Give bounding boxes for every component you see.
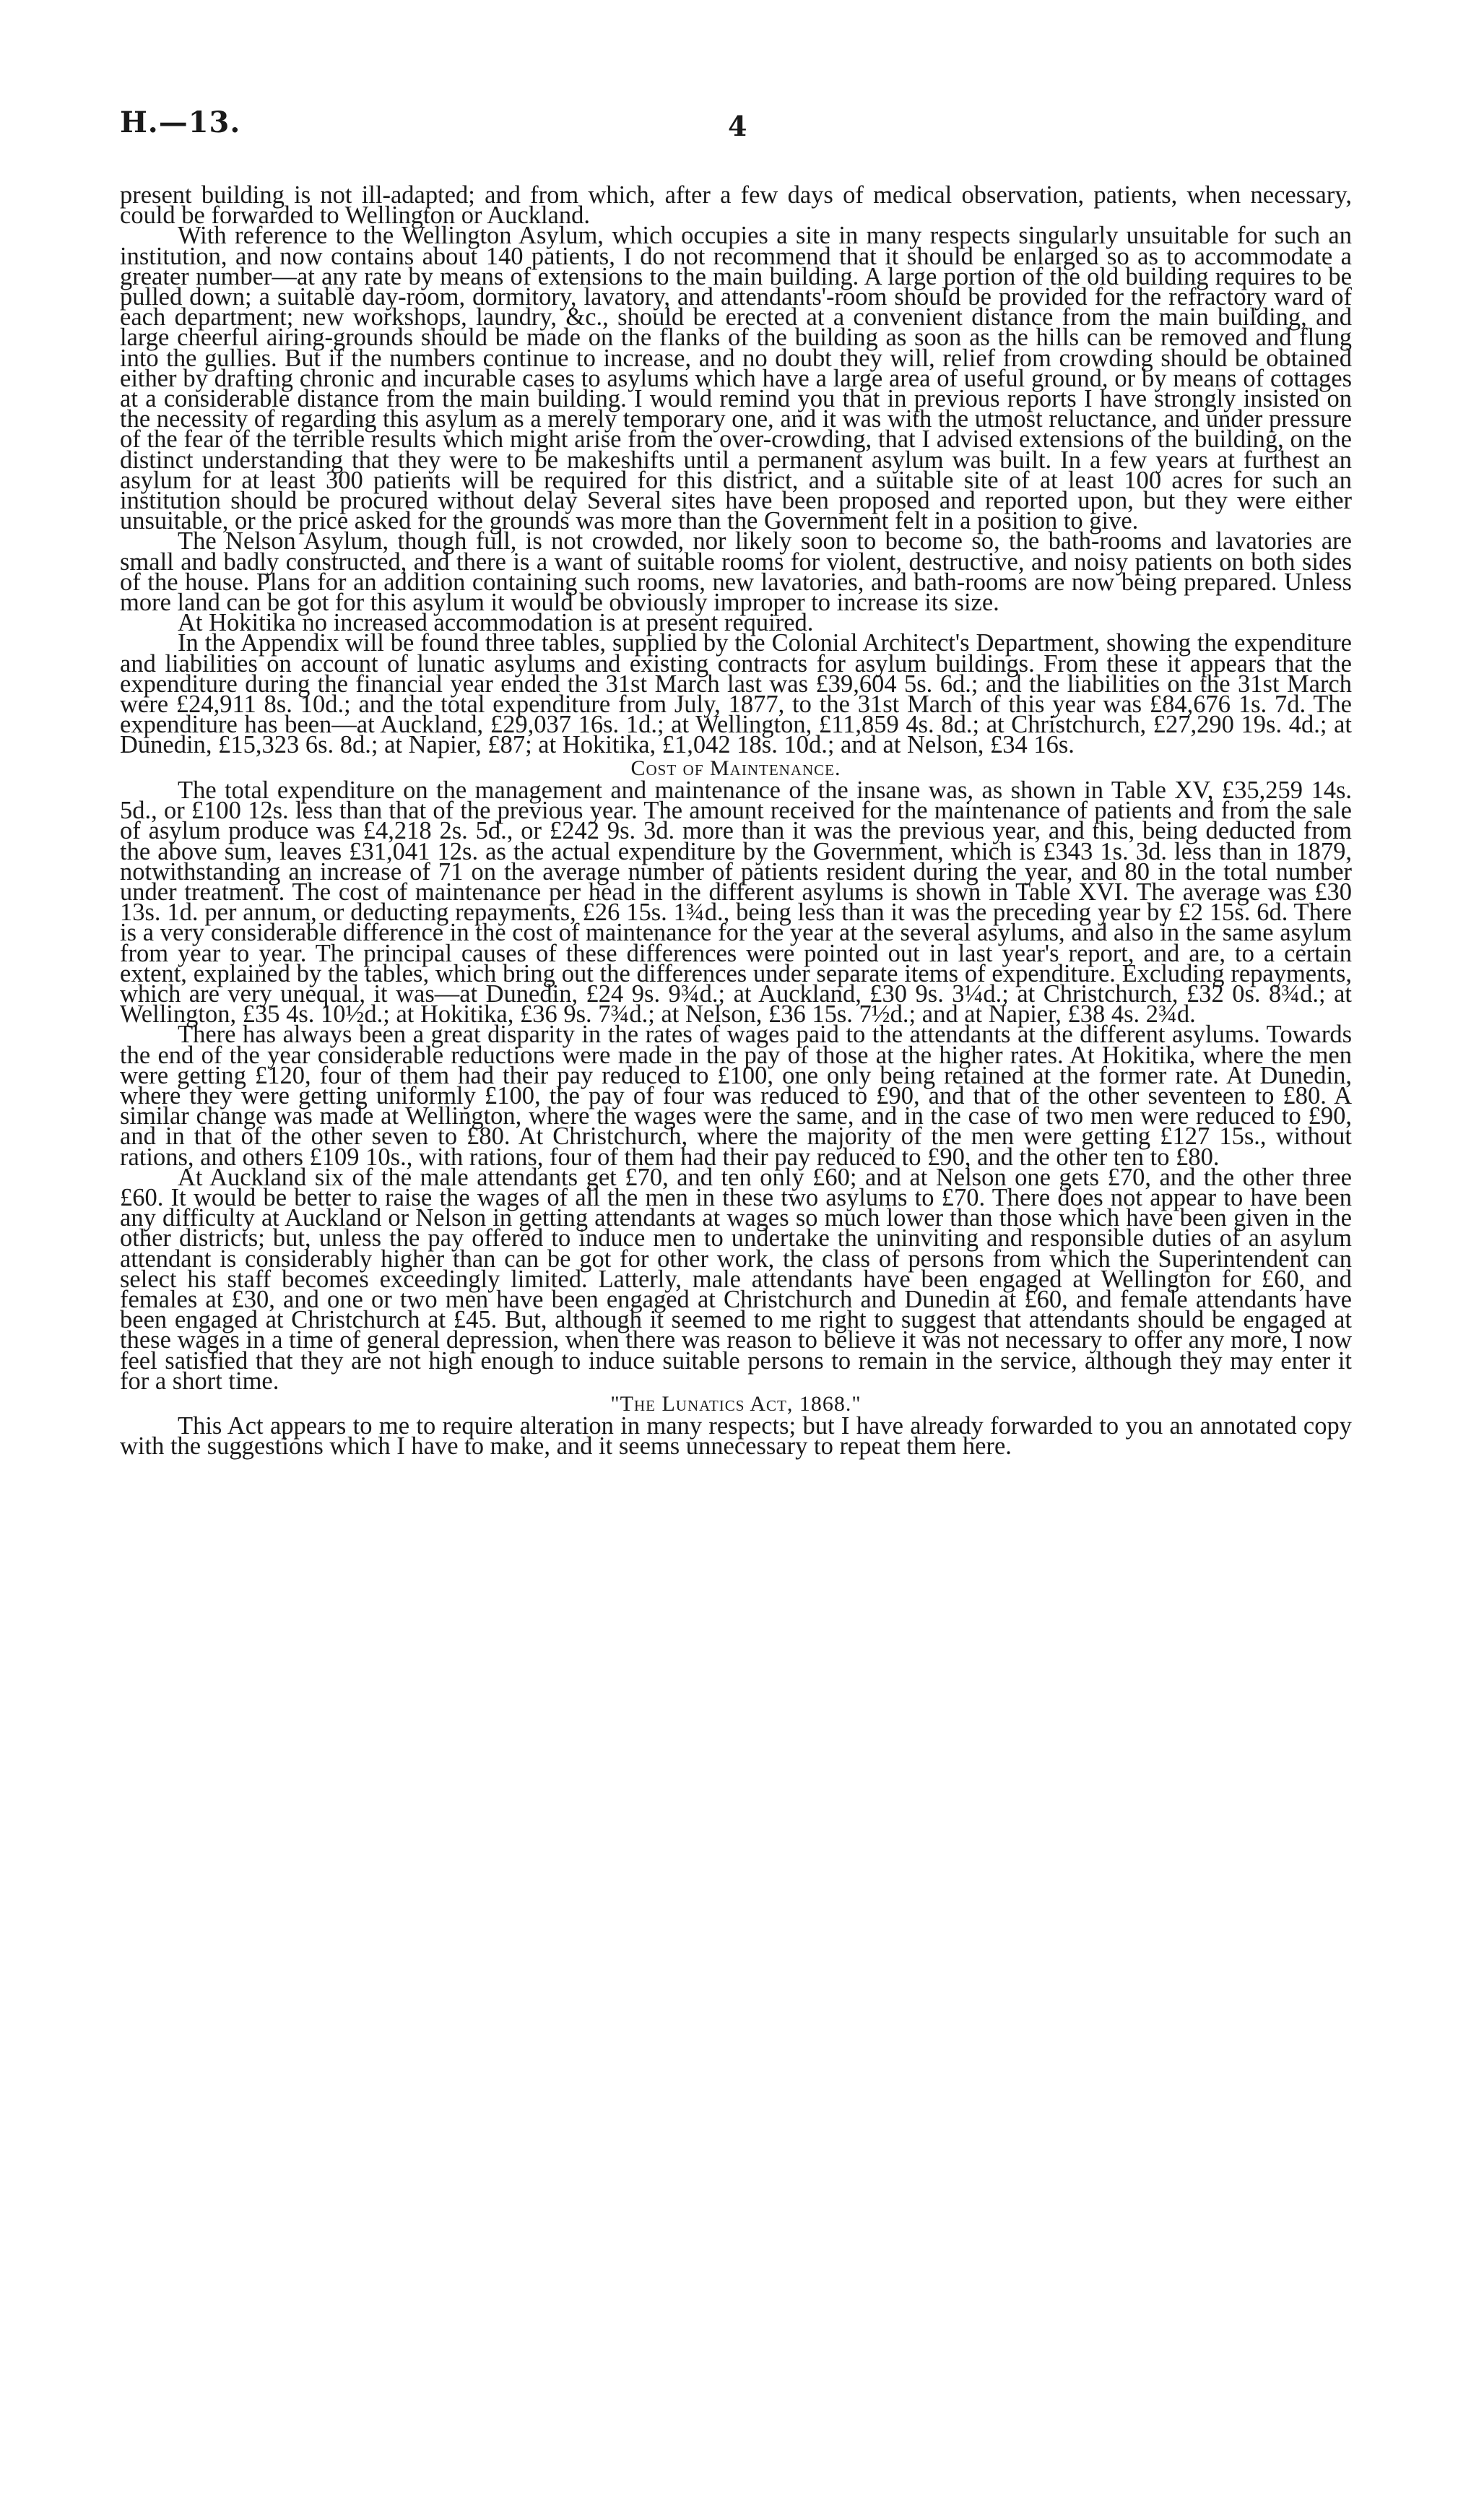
paragraph-hokitika: At Hokitika no increased accommodation is at present required.	[178, 609, 814, 637]
paragraph-continued: present building is not ill-adapted; and from which, after a few days of medical observation, patients, when necessary, could be forwarded to Wellington or Auckland.	[120, 181, 1352, 230]
document-reference: H.—13.	[120, 105, 241, 139]
paragraph-appendix-expenditure: In the Appendix will be found three tables, supplied by the Colonial Architect's Department, showing the expenditure and liabilities on account of lunatic asylums and existing contracts for asylum buildings. From these it appears that the expenditure during the financial year ended the 31st March last was £39,604 5s. 6d.; and the liabilities on the 31st March were £24,911 8s. 10d.; and the total expenditure from July, 1877, to the 31st March of this year was £84,676 1s. 7d. The expenditure has been—at Auckland, £29,037 16s. 1d.; at Wellington, £11,859 4s. 8d.; at Christchurch, £27,290 19s. 4d.; at Dunedin, £15,323 6s. 8d.; at Napier, £87; at Hokitika, £1,042 18s. 10d.; and at Nelson, £34 16s.	[120, 629, 1352, 759]
section-heading-cost-of-maintenance: Cost of Maintenance.	[630, 756, 841, 780]
paragraph-lunatics-act: This Act appears to me to require alteration in many respects; but I have already forwarded to you an annotated copy with the suggestions which I have to make, and it seems unnecessary to repeat them here.	[120, 1412, 1352, 1461]
body-text	[120, 181, 1352, 1461]
page-number: 4	[728, 110, 747, 142]
paragraph-total-expenditure: The total expenditure on the management and maintenance of the insane was, as shown in Table XV, £35,259 14s. 5d., or £100 12s. less than that of the previous year. The amount received for the maintenance of patients and from the sale of asylum produce was £4,218 2s. 5d., or £242 9s. 3d. more than it was the previous year, and this, being deducted from the above sum, leaves £31,041 12s. as the actual expenditure by the Government, which is £343 1s. 3d. less than in 1879, notwithstanding an increase of 71 on the average number of patients resident during the year, and 80 in the total number under treatment. The cost of maintenance per head in the different asylums is shown in Table XVI. The average was £30 13s. 1d. per annum, or deducting repayments, £26 15s. 1¾d., being less than it was the preceding year by £2 15s. 6d. There is a very considerable difference in the cost of maintenance for the year at the several asylums, and also in the same asylum from year to year. The principal causes of these differences were pointed out in last year's report, and are, to a certain extent, explained by the tables, which bring out the differences under separate items of expenditure. Excluding repayments, which are very unequal, it was—at Dunedin, £24 9s. 9¾d.; at Auckland, £30 9s. 3¼d.; at Christchurch, £32 0s. 8¾d.; at Wellington, £35 4s. 10½d.; at Hokitika, £36 9s. 7¾d.; at Nelson, £36 15s. 7½d.; and at Napier, £38 4s. 2¾d.	[120, 776, 1352, 1029]
section-heading-lunatics-act: "The Lunatics Act, 1868."	[610, 1391, 862, 1416]
paragraph-auckland-nelson-wages: At Auckland six of the male attendants get £70, and ten only £60; and at Nelson one gets £70, and the other three £60. It would be better to raise the wages of all the men in these two asylums to £70. There does not appear to have been any difficulty at Auckland or Nelson in getting attendants at wages so much lower than those which have been given in the other districts; but, unless the pay offered to induce men to undertake the uninviting and responsible duties of an asylum attendant is considerably higher than can be got for other work, the class of persons from which the Superintendent can select his staff becomes exceedingly limited. Latterly, male attendants have been engaged at Wellington for £60, and females at £30, and one or two men have been engaged at Christchurch and Dunedin at £60, and female attendants have been engaged at Christchurch at £45. But, although it seemed to me right to suggest that attendants should be engaged at these wages in a time of general depression, when there was reason to believe it was not necessary to offer any more, I now feel satisfied that they are not high enough to induce suitable persons to remain in the service, although they may enter it for a short time.	[120, 1163, 1352, 1395]
paragraph-wages-disparity: There has always been a great disparity in the rates of wages paid to the attendants at the different asylums. Towards the end of the year considerable reductions were made in the pay of those at the higher rates. At Hokitika, where the men were getting £120, four of them had their pay reduced to £100, one only being retained at the former rate. At Dunedin, where they were getting uniformly £100, the pay of four was reduced to £90, and that of the other seventeen to £80. A similar change was made at Wellington, where the wages were the same, and in the case of two men were reduced to £90, and in that of the other seven to £80. At Christchurch, where the majority of the men were getting £127 15s., without rations, and others £109 10s., with rations, four of them had their pay reduced to £90, and the other ten to £80.	[120, 1021, 1352, 1171]
paragraph-wellington-asylum: With reference to the Wellington Asylum, which occupies a site in many respects singularly unsuitable for such an institution, and now contains about 140 patients, I do not recommend that it should be enlarged so as to accommodate a greater number—at any rate by means of extensions to the main building. A large portion of the old building requires to be pulled down; a suitable day-room, dormitory, lavatory, and attendants'-room should be provided for the refractory ward of each department; new workshops, laundry, &c., should be erected at a convenient distance from the main building, and large cheerful airing-grounds should be made on the flanks of the building as soon as the hills can be removed and flung into the gullies. But if the numbers continue to increase, and no doubt they will, relief from crowding should be obtained either by drafting chronic and incurable cases to asylums which have a large area of useful ground, or by means of cottages at a considerable distance from the main building. I would remind you that in previous reports I have strongly insisted on the necessity of regarding this asylum as a merely temporary one, and it was with the utmost reluctance, and under pressure of the fear of the terrible results which might arise from the over-crowding, that I advised extensions of the building, on the distinct understanding that they were to be makeshifts until a permanent asylum was built. In a few years at furthest an asylum for at least 300 patients will be required for this district, and a suitable site of at least 100 acres for such an institution should be procured without delay Several sites have been proposed and reported upon, but they were either unsuitable, or the price asked for the grounds was more than the Government felt in a position to give.	[120, 222, 1352, 535]
paragraph-nelson-asylum: The Nelson Asylum, though full, is not crowded, nor likely soon to become so, the bath-rooms and lavatories are small and badly constructed, and there is a want of suitable rooms for violent, destructive, and noisy patients on both sides of the house. Plans for an addition containing such rooms, new lavatories, and bath-rooms are now being prepared. Unless more land can be got for this asylum it would be obviously improper to increase its size.	[120, 527, 1352, 617]
